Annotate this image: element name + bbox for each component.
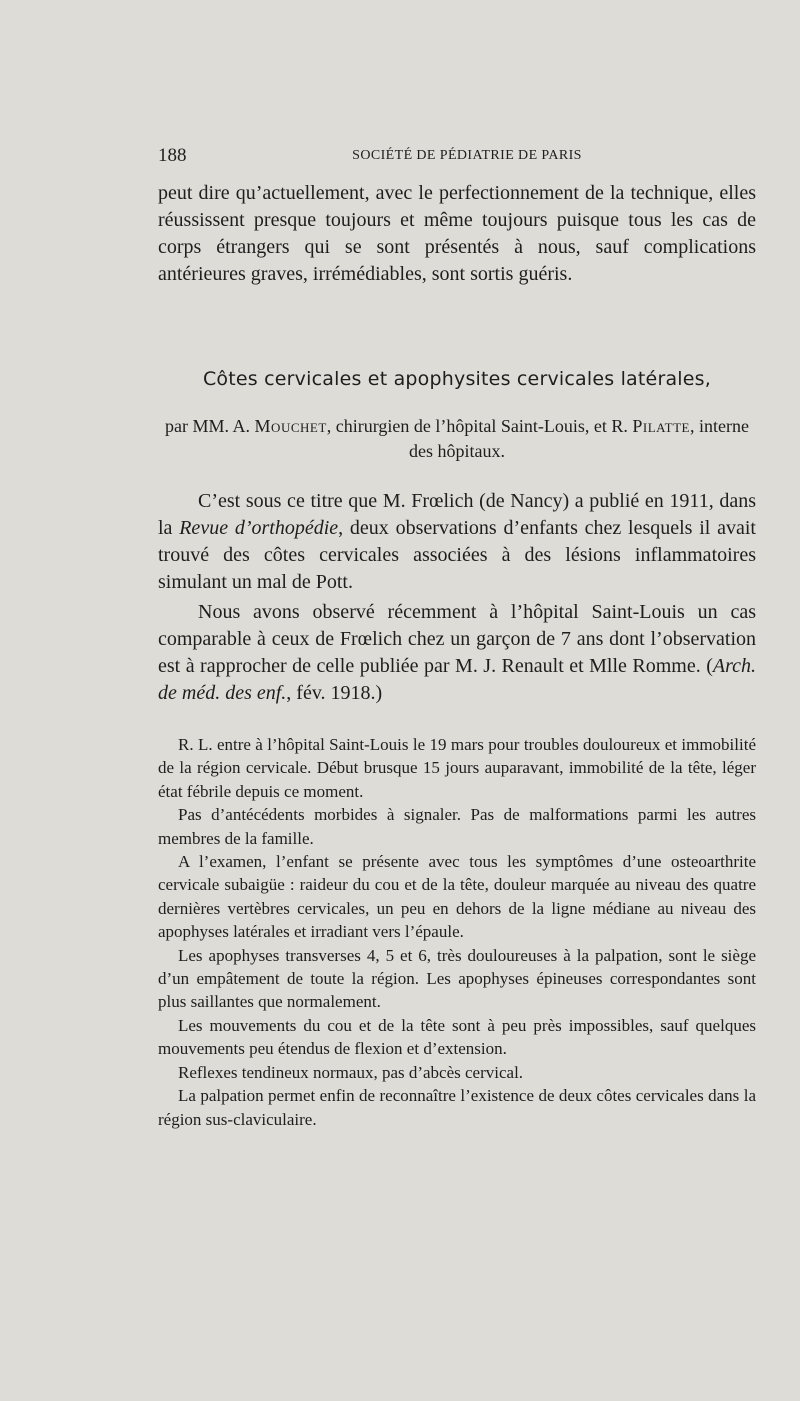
case-paragraph: A l’examen, l’enfant se présente avec tous les symptômes d’une osteoarthrite cervicale subaigüe : raideur du cou et de la tête, douleur marquée au niveau des quatre dernières vertèbres cervicales, un peu en dehors de la ligne médiane au niveau des apophyses latérales et irradiant vers l’épaule. xyxy=(158,852,756,942)
intro-paragraph: peut dire qu’actuellement, avec le perfectionnement de la technique, elles réussissent presque toujours et même toujours puisque tous les cas de corps étrangers qui se sont présentés à nous, sauf complications antérieures graves, irrémédiables, sont sortis guéris. xyxy=(158,182,756,285)
case-paragraph: Les mouvements du cou et de la tête sont à peu près impossibles, sauf quelques mouvements peu étendus de flexion et d’extension. xyxy=(158,1015,756,1059)
author-2-name: Pilatte xyxy=(632,416,690,436)
running-title: SOCIÉTÉ DE PÉDIATRIE DE PARIS xyxy=(352,148,582,163)
article-paragraph-1 xyxy=(158,488,756,596)
article-authors xyxy=(158,414,756,464)
author-2-role: , interne des hôpitaux. xyxy=(409,416,749,461)
paragraph-2-text-a: Nous avons observé récemment à l’hôpital Saint-Louis un cas comparable à ceux de Frœlich chez un garçon de 7 ans dont l’observation est à rapprocher de celle publiée par M. J. Renault et Mlle Romme. ( xyxy=(158,601,756,677)
authors-prefix: par MM. A. xyxy=(165,416,255,436)
paragraph-2-text-b: , fév. 1918.) xyxy=(286,682,383,704)
case-paragraph: Pas d’antécédents morbides à signaler. Pas de malformations parmi les autres membres de la famille. xyxy=(158,805,756,848)
citation-journal: Arch. de méd. des enf. xyxy=(158,655,756,704)
journal-title: Revue d’orthopédie xyxy=(179,517,339,539)
page-header xyxy=(158,145,756,169)
case-paragraph: Reflexes tendineux normaux, pas d’abcès cervical. xyxy=(178,1062,524,1082)
case-paragraph: R. L. entre à l’hôpital Saint-Louis le 19 mars pour troubles douloureux et immobilité de la région cervicale. Début brusque 15 jours auparavant, immobilité de la tête, léger état fébrile depuis ce moment. xyxy=(158,735,756,801)
case-paragraph: Les apophyses transverses 4, 5 et 6, très douloureuses à la palpation, sont le siège d’un empâtement de toute la région. Les apophyses épineuses correspondantes sont plus saillantes que normalement. xyxy=(158,945,756,1012)
case-paragraph: La palpation permet enfin de reconnaître l’existence de deux côtes cervicales dans la région sus-claviculaire. xyxy=(158,1086,756,1129)
author-1-role: , chirurgien de l’hôpital Saint-Louis, et R. xyxy=(326,416,633,436)
paragraph-1-text-b: , deux observations d’enfants chez lesquels il avait trouvé des côtes cervicales associées à des lésions inflammatoires simulant un mal de Pott. xyxy=(158,517,756,593)
author-1-name: Mouchet xyxy=(254,416,327,436)
intro-paragraph-block xyxy=(158,180,756,288)
article-paragraph-2 xyxy=(158,599,756,707)
paragraph-1-text-a: C’est sous ce titre que M. Frœlich (de Nancy) a publié en 1911, dans la xyxy=(158,490,756,539)
page-number: 188 xyxy=(158,145,187,166)
article-body xyxy=(158,488,756,710)
case-report xyxy=(158,733,756,1131)
article-title: Côtes cervicales et apophysites cervicales latérales, xyxy=(202,368,712,390)
